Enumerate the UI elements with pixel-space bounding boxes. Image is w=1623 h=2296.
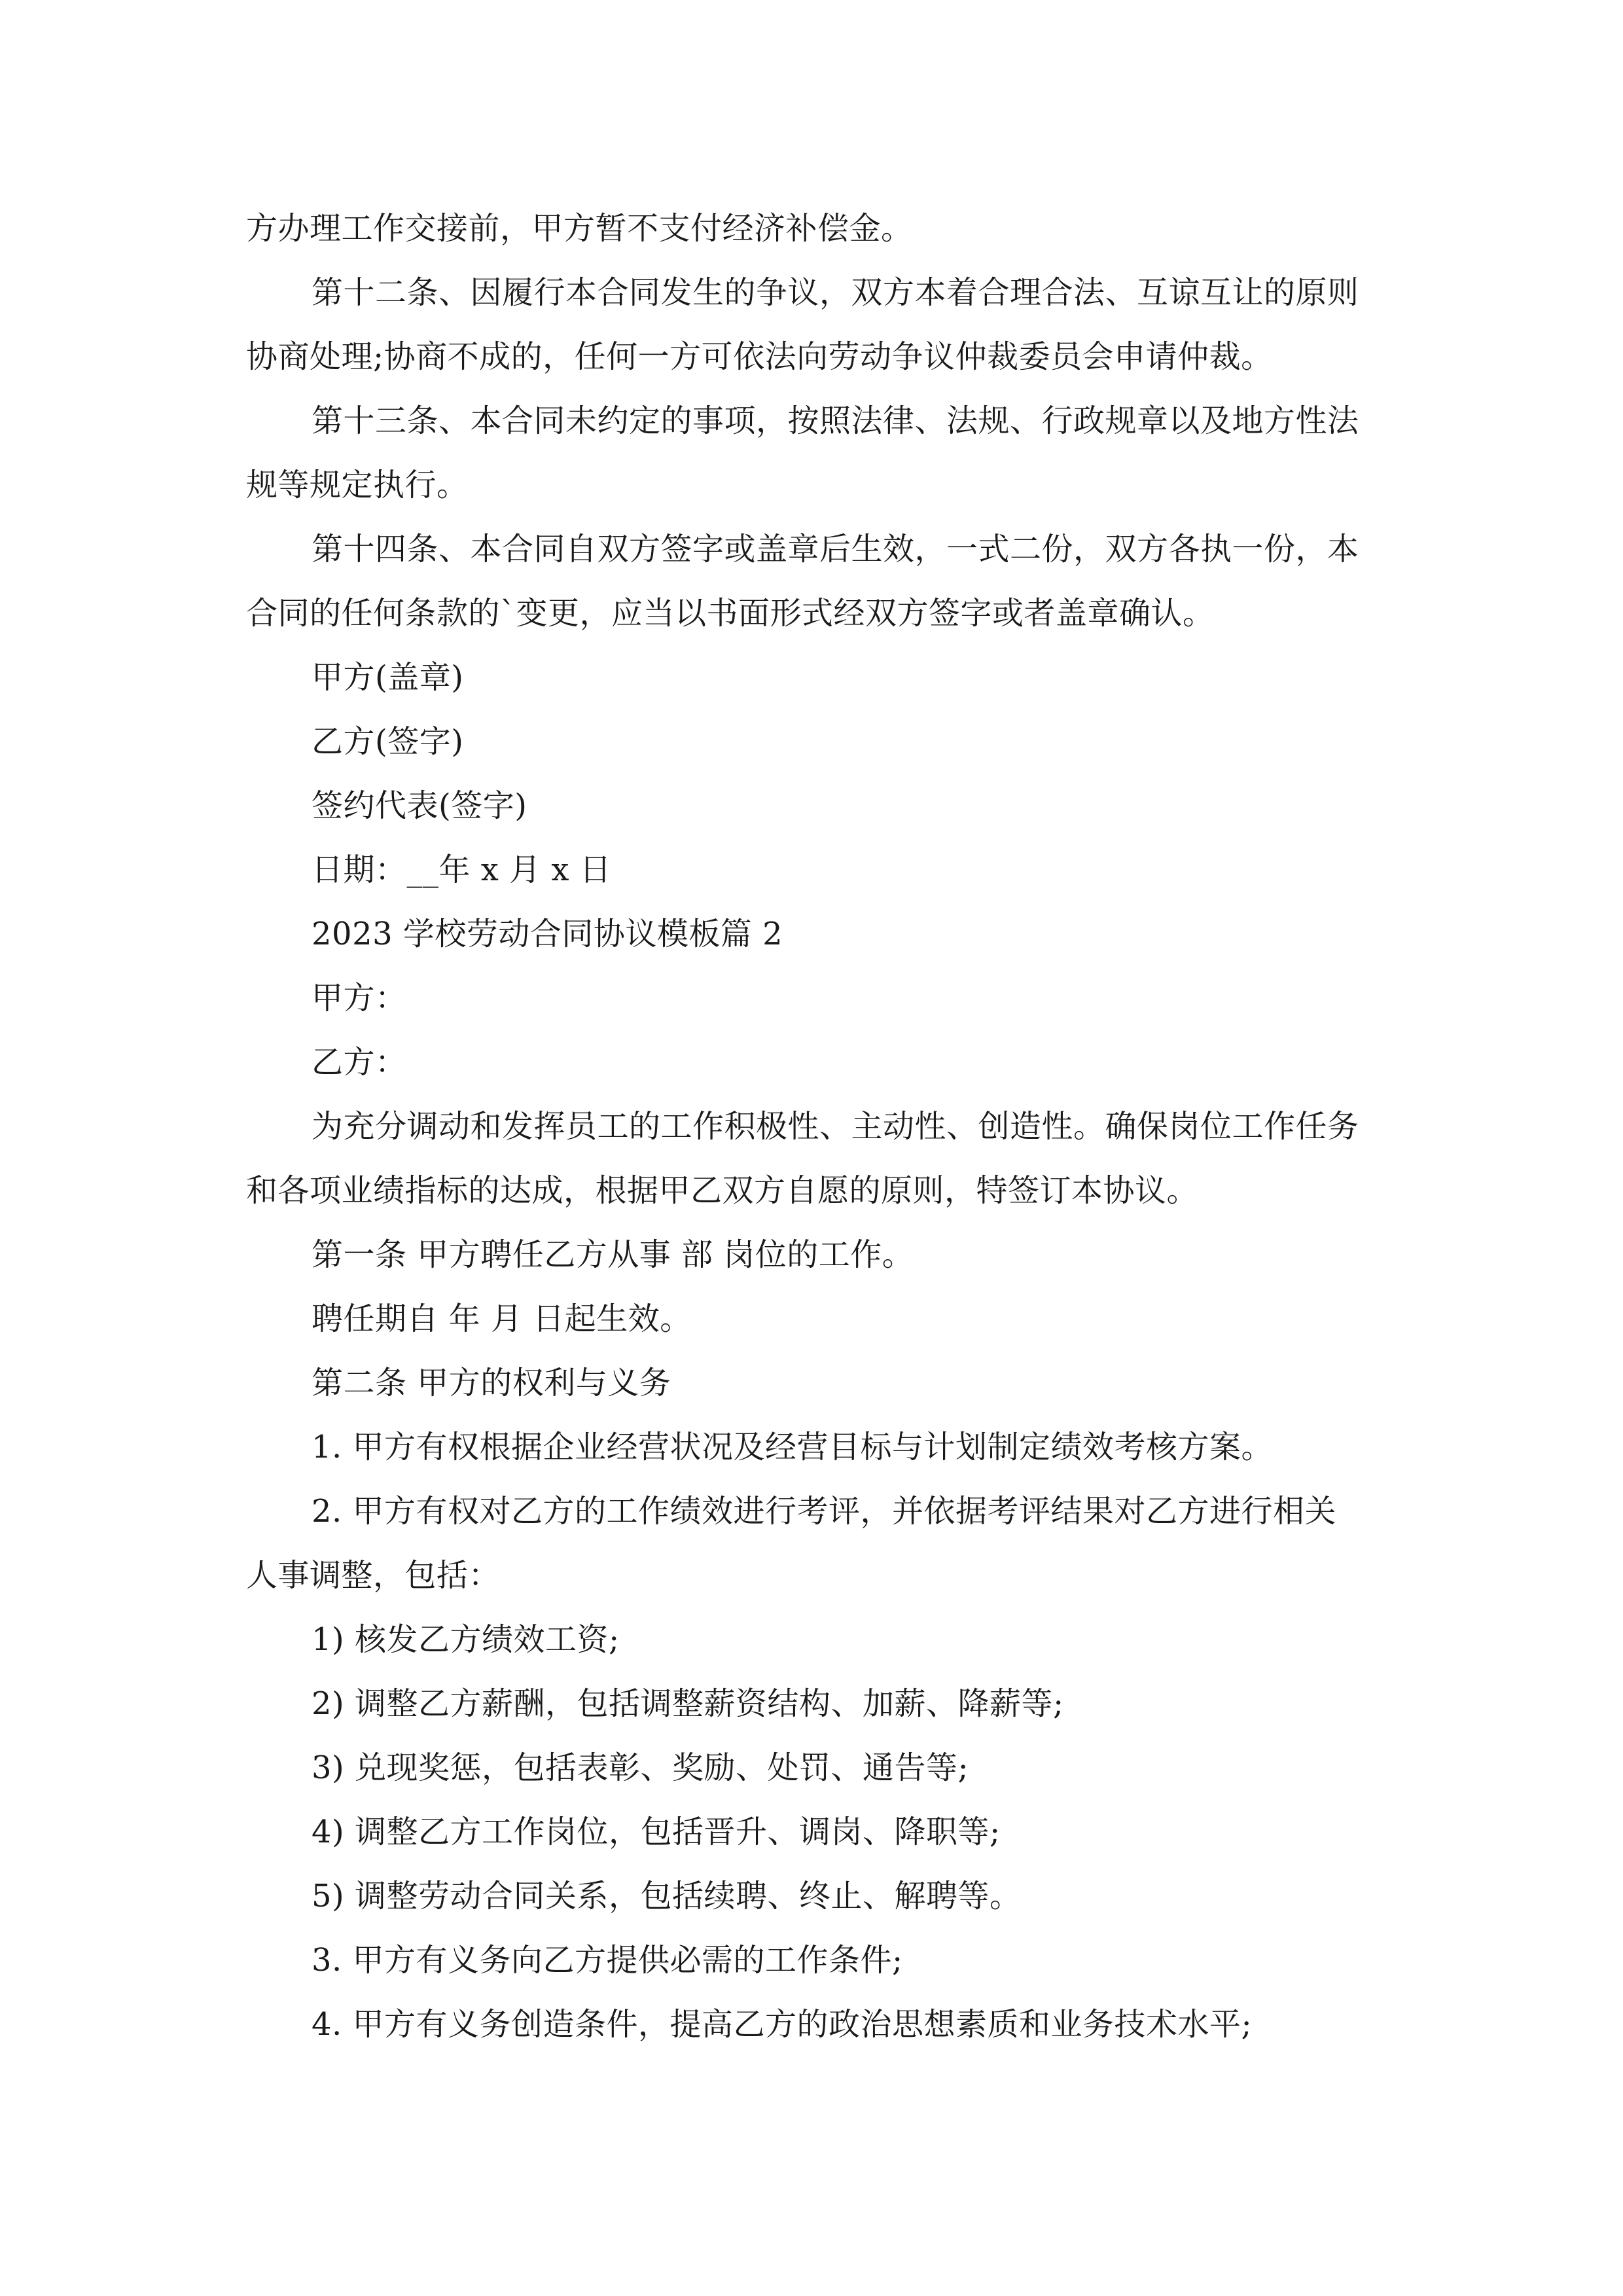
- text-line: 第十四条、本合同自双方签字或盖章后生效，一式二份，双方各执一份，本: [312, 531, 1359, 567]
- text-line: 乙方(签字): [312, 723, 464, 760]
- text-line: 聘任期自 年 月 日起生效。: [312, 1300, 692, 1337]
- text-line: 规等规定执行。: [246, 467, 469, 503]
- text-line: 乙方：: [312, 1044, 407, 1081]
- text-line: 第二条 甲方的权利与义务: [312, 1365, 671, 1401]
- text-line: 4. 甲方有义务创造条件，提高乙方的政治思想素质和业务技术水平;: [312, 2006, 1253, 2043]
- text-line: 人事调整，包括：: [246, 1557, 501, 1594]
- text-line: 1. 甲方有权根据企业经营状况及经营目标与计划制定绩效考核方案。: [312, 1429, 1274, 1465]
- text-line: 2023 学校劳动合同协议模板篇 2: [312, 916, 783, 952]
- text-line: 为充分调动和发挥员工的工作积极性、主动性、创造性。确保岗位工作任务: [312, 1108, 1359, 1145]
- text-line: 2. 甲方有权对乙方的工作绩效进行考评，并依据考评结果对乙方进行相关: [312, 1493, 1337, 1530]
- text-line: 日期：__年 x 月 x 日: [312, 852, 612, 888]
- text-line: 甲方：: [312, 980, 407, 1016]
- text-line: 3. 甲方有义务向乙方提供必需的工作条件;: [312, 1942, 903, 1979]
- text-line: 第十三条、本合同未约定的事项，按照法律、法规、行政规章以及地方性法: [312, 403, 1359, 439]
- document-body: [246, 196, 1378, 2056]
- text-line: 1) 核发乙方绩效工资;: [312, 1621, 620, 1658]
- text-line: 合同的任何条款的`变更，应当以书面形式经双方签字或者盖章确认。: [246, 595, 1215, 632]
- text-line: 和各项业绩指标的达成，根据甲乙双方自愿的原则，特签订本协议。: [246, 1172, 1199, 1209]
- text-line: 5) 调整劳动合同关系，包括续聘、终止、解聘等。: [312, 1878, 1022, 1914]
- text-line: 签约代表(签字): [312, 787, 527, 824]
- text-line: 甲方(盖章): [312, 659, 464, 696]
- text-line: 第一条 甲方聘任乙方从事 部 岗位的工作。: [312, 1236, 914, 1273]
- text-line: 方办理工作交接前，甲方暂不支付经济补偿金。: [246, 210, 913, 247]
- text-line: 4) 调整乙方工作岗位，包括晋升、调岗、降职等;: [312, 1814, 1001, 1850]
- text-line: 2) 调整乙方薪酬，包括调整薪资结构、加薪、降薪等;: [312, 1685, 1064, 1722]
- text-line: 协商处理;协商不成的，任何一方可依法向劳动争议仲裁委员会申请仲裁。: [246, 338, 1273, 375]
- text-line: 3) 兑现奖惩，包括表彰、奖励、处罚、通告等;: [312, 1749, 969, 1786]
- text-line: 第十二条、因履行本合同发生的争议，双方本着合理合法、互谅互让的原则: [312, 274, 1359, 311]
